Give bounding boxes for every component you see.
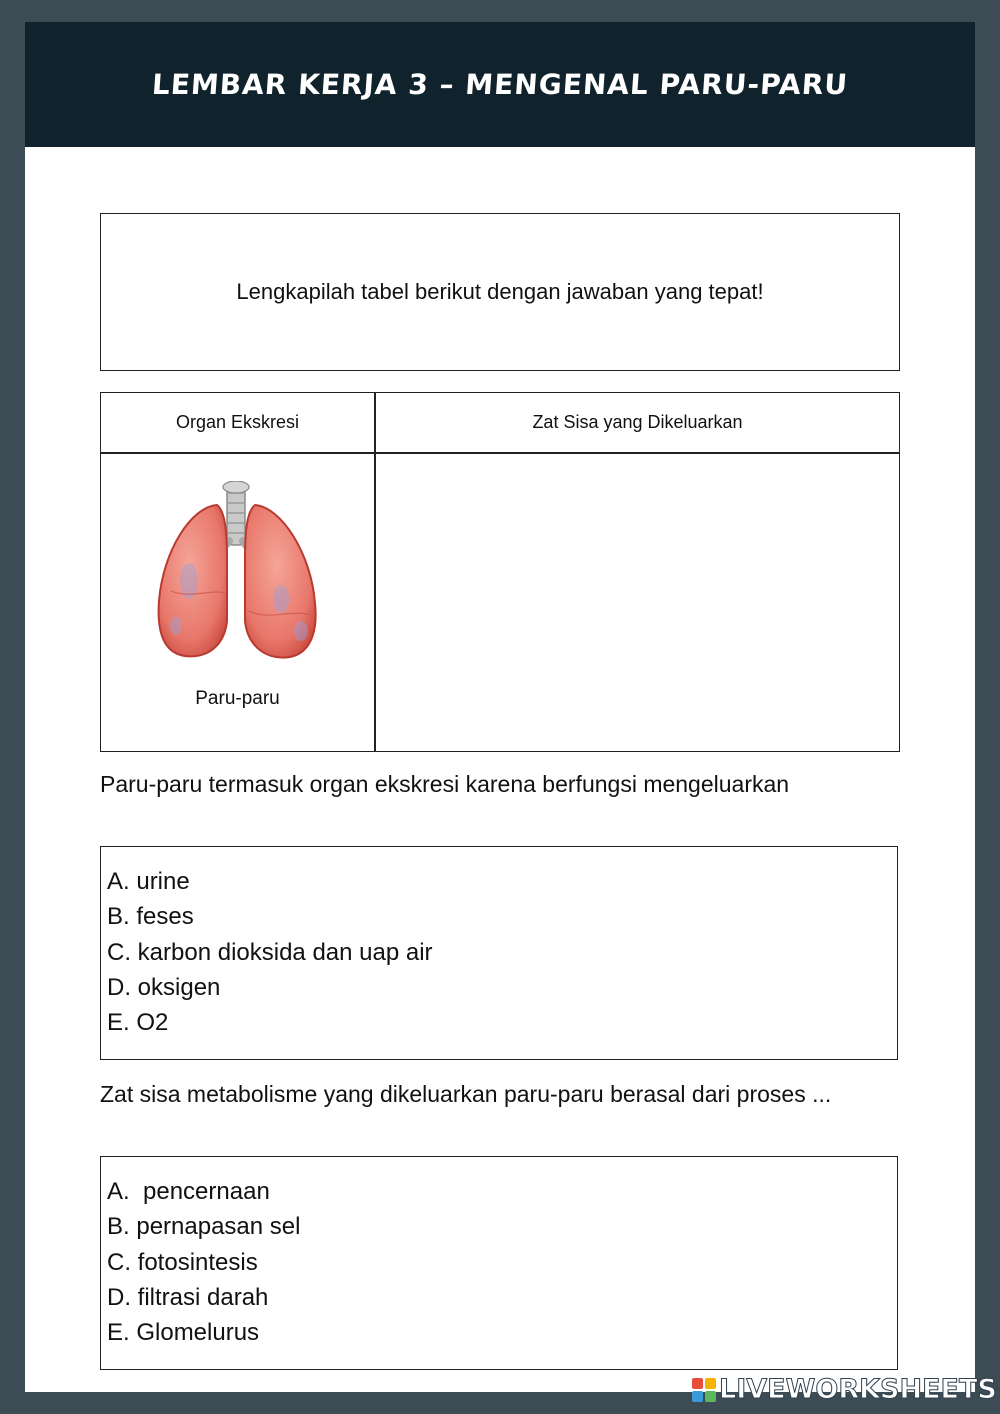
worksheet-title: LEMBAR KERJA 3 – MENGENAL PARU-PARU (150, 68, 850, 101)
liveworksheets-watermark (692, 1374, 997, 1405)
organ-label: Paru-paru (195, 688, 280, 709)
worksheet-page (25, 22, 975, 1392)
question-2-text: Zat sisa metabolisme yang dikeluarkan paru-paru berasal dari proses ... (100, 1081, 832, 1107)
header-banner (25, 22, 975, 147)
question-1-options-box (100, 846, 898, 1060)
instruction-text: Lengkapilah tabel berikut dengan jawaban yang tepat! (236, 279, 764, 304)
answer-cell-waste[interactable] (376, 454, 899, 751)
option-1a[interactable]: A. urine (107, 868, 190, 895)
table-header-organ: Organ Ekskresi (175, 412, 300, 432)
question-2-options-box (100, 1156, 898, 1370)
option-2c[interactable]: C. fotosintesis (107, 1248, 258, 1276)
option-1c[interactable]: C. karbon dioksida dan uap air (107, 938, 433, 966)
option-1d[interactable]: D. oksigen (107, 973, 221, 1001)
watermark-text: LIVEWORKSHEETS (719, 1374, 997, 1405)
option-1b[interactable]: B. feses (107, 903, 194, 931)
option-2a[interactable]: A. pencernaan (107, 1178, 270, 1205)
liveworksheets-logo-icon (692, 1378, 716, 1402)
option-1e[interactable]: E. O2 (107, 1009, 169, 1037)
instruction-box (100, 213, 900, 371)
organ-table (100, 392, 900, 752)
table-header-waste: Zat Sisa yang Dikeluarkan (532, 412, 743, 432)
option-2e[interactable]: E. Glomelurus (107, 1319, 260, 1347)
question-1-text: Paru-paru termasuk organ ekskresi karena berfungsi mengeluarkan (100, 771, 790, 797)
lungs-image (151, 481, 321, 671)
option-2b[interactable]: B. pernapasan sel (107, 1213, 301, 1241)
option-2d[interactable]: D. filtrasi darah (107, 1283, 269, 1311)
